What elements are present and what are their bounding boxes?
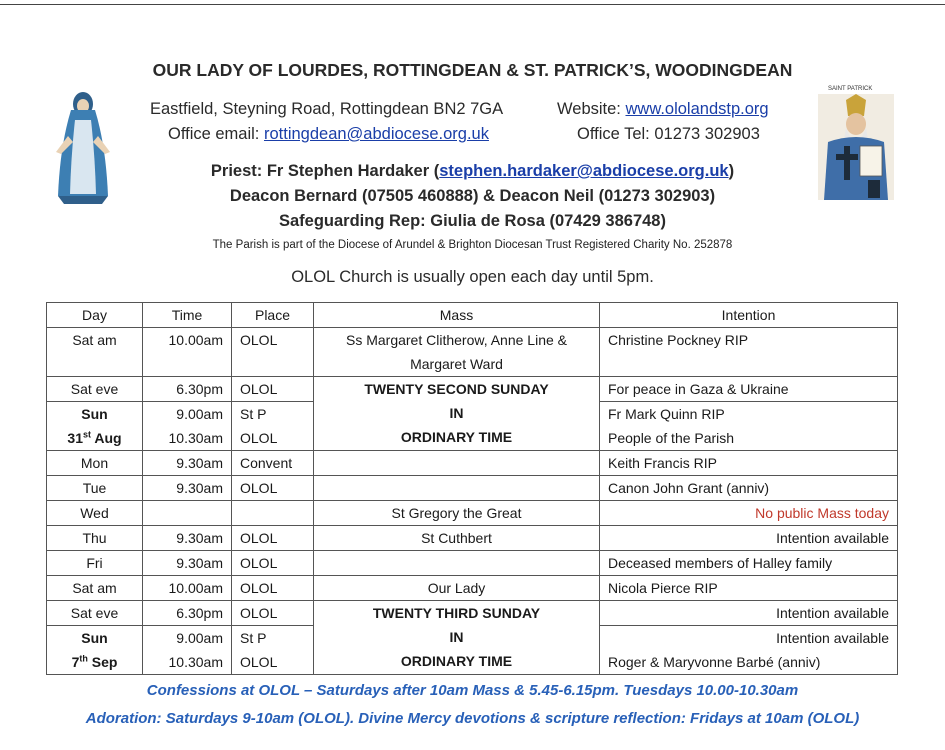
cell-intention: No public Mass today [600, 501, 898, 526]
cell-time: 10.30am [143, 650, 232, 675]
st-patrick-caption: SAINT PATRICK [828, 86, 873, 92]
mass-schedule-table [46, 302, 898, 675]
cell-place: OLOL [232, 551, 314, 576]
cell-mass-sunday [314, 377, 600, 451]
cell-mass: Our Lady [314, 576, 600, 601]
safeguarding-line: Safeguarding Rep: Giulia de Rosa (07429 386748) [279, 212, 666, 230]
cell-place: OLOL [232, 377, 314, 402]
mass-line: TWENTY SECOND SUNDAY [364, 381, 549, 397]
table-row [47, 501, 898, 526]
cell-day: Mon [47, 451, 143, 476]
cell-day: Tue [47, 476, 143, 501]
mass-line: TWENTY THIRD SUNDAY [372, 605, 541, 621]
cell-time: 9.00am [143, 626, 232, 651]
cell-day: Sun [47, 402, 143, 427]
cell-place: OLOL [232, 328, 314, 377]
cell-place [232, 501, 314, 526]
mass-line: ORDINARY TIME [400, 429, 513, 445]
table-row [47, 601, 898, 626]
day-suffix: th [79, 653, 88, 664]
cell-mass [314, 476, 600, 501]
opening-hours: OLOL Church is usually open each day until 5pm. [291, 268, 654, 286]
day-number: 7 [71, 654, 80, 670]
cell-intention: Intention available [600, 626, 898, 651]
cell-day [47, 426, 143, 451]
confessions-note: Confessions at OLOL – Saturdays after 10am Mass & 5.45-6.15pm. Tuesdays 10.00-10.30am [146, 682, 799, 699]
table-row [47, 576, 898, 601]
cell-intention: Canon John Grant (anniv) [600, 476, 898, 501]
table-header-row [47, 303, 898, 328]
parish-title: OUR LADY OF LOURDES, ROTTINGDEAN & ST. PATRICK’S, WOODINGDEAN [152, 60, 793, 80]
cell-day: Sat am [47, 576, 143, 601]
cell-day: Sat am [47, 328, 143, 377]
table-row [47, 526, 898, 551]
cell-mass-sunday [314, 601, 600, 675]
header-time: Time [143, 303, 232, 328]
priest-label: Priest: Fr Stephen Hardaker ( [210, 162, 440, 180]
mass-line: ORDINARY TIME [400, 653, 513, 669]
cell-intention: Intention available [600, 526, 898, 551]
mass-line: IN [449, 405, 464, 421]
mass-line: Margaret Ward [410, 356, 503, 372]
cell-day: Thu [47, 526, 143, 551]
cell-mass [314, 551, 600, 576]
table-row [47, 476, 898, 501]
cell-intention: People of the Parish [600, 426, 898, 451]
cell-day: Sat eve [47, 377, 143, 402]
day-number: 31 [67, 430, 83, 446]
cell-intention: Christine Pockney RIP [600, 328, 898, 377]
cell-mass: St Cuthbert [314, 526, 600, 551]
cell-place: OLOL [232, 426, 314, 451]
cell-day: Sun [47, 626, 143, 651]
day-month: Sep [87, 654, 118, 670]
table-row [47, 328, 898, 377]
cell-mass [314, 451, 600, 476]
cell-time: 10.30am [143, 426, 232, 451]
priest-line [0, 162, 945, 181]
priest-email-link[interactable]: stephen.hardaker@abdiocese.org.uk [439, 162, 729, 180]
office-email-link[interactable]: rottingdean@abdiocese.org.uk [263, 125, 489, 143]
cell-place: Convent [232, 451, 314, 476]
table-row [47, 451, 898, 476]
cell-time: 9.00am [143, 402, 232, 427]
cell-time: 9.30am [143, 476, 232, 501]
cell-time: 9.30am [143, 551, 232, 576]
cell-place: St P [232, 402, 314, 427]
cell-day [47, 650, 143, 675]
website-label: Website: [557, 100, 626, 118]
cell-day: Wed [47, 501, 143, 526]
cell-day: Sat eve [47, 601, 143, 626]
address: Eastfield, Steyning Road, Rottingdean BN2 7GA [150, 100, 504, 118]
header-mass: Mass [314, 303, 600, 328]
st-patrick-image [818, 94, 894, 200]
cell-time: 10.00am [143, 576, 232, 601]
cell-intention: Fr Mark Quinn RIP [600, 402, 898, 427]
cell-intention: Keith Francis RIP [600, 451, 898, 476]
website-line [557, 100, 769, 119]
website-link[interactable]: www.ololandstp.org [625, 100, 769, 118]
table-row [47, 551, 898, 576]
header-intention: Intention [600, 303, 898, 328]
email-line [168, 125, 489, 144]
cell-time: 9.30am [143, 526, 232, 551]
mass-line: IN [449, 629, 464, 645]
priest-close: ) [728, 162, 735, 180]
cell-intention: Roger & Maryvonne Barbé (anniv) [600, 650, 898, 675]
cell-place: OLOL [232, 601, 314, 626]
cell-day: Fri [47, 551, 143, 576]
cell-time: 6.30pm [143, 377, 232, 402]
cell-place: OLOL [232, 476, 314, 501]
cell-place: OLOL [232, 576, 314, 601]
cell-mass: St Gregory the Great [314, 501, 600, 526]
cell-place: St P [232, 626, 314, 651]
cell-time: 10.00am [143, 328, 232, 377]
top-rule [0, 4, 945, 5]
cell-intention: Nicola Pierce RIP [600, 576, 898, 601]
header-place: Place [232, 303, 314, 328]
cell-time: 9.30am [143, 451, 232, 476]
header-day: Day [47, 303, 143, 328]
cell-intention: Deceased members of Halley family [600, 551, 898, 576]
email-label: Office email: [168, 125, 264, 143]
cell-place: OLOL [232, 526, 314, 551]
cell-mass [314, 328, 600, 377]
adoration-note: Adoration: Saturdays 9-10am (OLOL). Divine Mercy devotions & scripture reflection: Fridays at 10am (OLOL) [85, 710, 860, 727]
day-month: Aug [91, 430, 122, 446]
cell-place: OLOL [232, 650, 314, 675]
table-row [47, 377, 898, 402]
cell-intention: For peace in Gaza & Ukraine [600, 377, 898, 402]
deacons-line: Deacon Bernard (07505 460888) & Deacon Neil (01273 302903) [229, 187, 716, 205]
cell-time [143, 501, 232, 526]
day-suffix: st [82, 429, 91, 440]
mass-line: Ss Margaret Clitherow, Anne Line & [345, 332, 567, 348]
office-tel: Office Tel: 01273 302903 [577, 125, 760, 143]
cell-intention: Intention available [600, 601, 898, 626]
cell-time: 6.30pm [143, 601, 232, 626]
charity-line: The Parish is part of the Diocese of Arundel & Brighton Diocesan Trust Registered Charity No. 252878 [212, 239, 733, 251]
